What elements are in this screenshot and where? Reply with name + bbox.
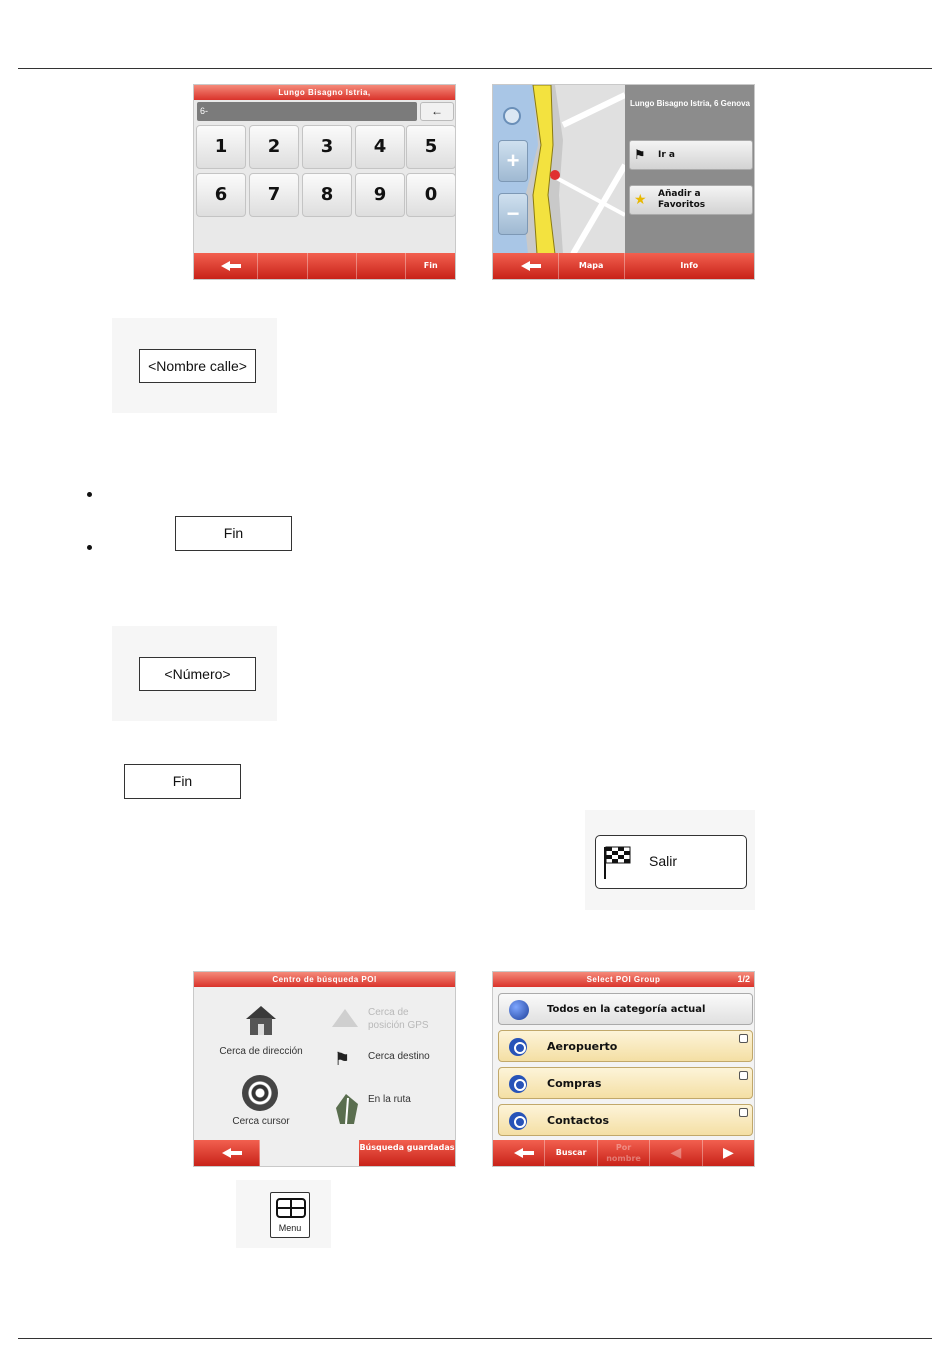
gps-arrow-icon (332, 1009, 358, 1032)
key-7[interactable]: 7 (249, 173, 299, 217)
key-9[interactable]: 9 (355, 173, 405, 217)
menu-label: Menu (278, 1223, 302, 1233)
map-button[interactable]: Mapa (559, 253, 625, 279)
street-name-button: <Nombre calle> (139, 349, 256, 383)
exit-image (585, 810, 755, 910)
bullet (87, 492, 92, 497)
exit-label: Salir (649, 853, 678, 869)
goto-label: Ir a (658, 150, 675, 160)
zoom-out-button[interactable]: − (498, 193, 528, 235)
info-panel (625, 85, 755, 254)
list-item[interactable] (498, 1104, 753, 1136)
map-result-screen (492, 84, 755, 280)
header-rule (18, 68, 932, 69)
saved-search-button[interactable]: Búsqueda guardadas (359, 1140, 455, 1166)
key-3[interactable]: 3 (302, 125, 352, 169)
key-8[interactable]: 8 (302, 173, 352, 217)
key-1[interactable]: 1 (196, 125, 246, 169)
fin-button-image: Fin (175, 516, 292, 551)
add-favorite-label: Añadir a Favoritos (658, 189, 706, 210)
keypad-bottom-bar (194, 253, 455, 279)
exit-button (595, 835, 747, 889)
info-button[interactable]: Info (680, 261, 699, 270)
checkbox[interactable] (739, 1071, 748, 1080)
group-icon (509, 1038, 527, 1056)
poi-bottom-bar (194, 1140, 455, 1166)
zoom-in-button[interactable]: + (498, 140, 528, 182)
keypad-title: Lungo Bisagno Istria, (194, 85, 455, 100)
group-icon (509, 1112, 527, 1130)
near-address-option[interactable]: Cerca de dirección (219, 1046, 303, 1057)
goto-button[interactable] (629, 140, 753, 170)
checkered-flag-icon (602, 845, 634, 879)
back-arrow-icon (514, 1148, 523, 1158)
prev-page-icon: ◀ (650, 1140, 702, 1166)
group-bottom-bar (493, 1140, 754, 1166)
poi-group-screen (492, 971, 755, 1167)
back-button[interactable] (194, 253, 258, 279)
cursor-icon[interactable] (242, 1075, 278, 1111)
near-gps-option: Cerca de posición GPS (368, 1007, 429, 1031)
back-button[interactable] (493, 253, 559, 279)
fin-button[interactable]: Fin (423, 261, 438, 270)
checkbox[interactable] (739, 1034, 748, 1043)
back-arrow-icon (221, 261, 230, 271)
bullet (87, 545, 92, 550)
key-2[interactable]: 2 (249, 125, 299, 169)
category-icon (509, 1000, 529, 1020)
house-icon[interactable] (244, 1004, 278, 1036)
group-icon (509, 1075, 527, 1093)
page-indicator: 1/2 (737, 974, 750, 984)
route-icon (332, 1090, 362, 1129)
by-name-button: Por nombre (598, 1140, 650, 1166)
group-title: Select POI Group (493, 972, 754, 987)
checkered-flag-icon: ⚑ (634, 148, 646, 163)
add-favorite-button[interactable] (629, 185, 753, 215)
on-route-option[interactable]: En la ruta (368, 1094, 411, 1105)
row-label: Compras (547, 1077, 602, 1090)
search-button[interactable]: Buscar (545, 1140, 597, 1166)
poi-search-screen (193, 971, 456, 1167)
map-bottom-bar (493, 253, 754, 279)
number-button: <Número> (139, 657, 256, 691)
menu-button (270, 1192, 310, 1238)
fin-button-image-2: Fin (124, 764, 241, 799)
near-cursor-option[interactable]: Cerca cursor (232, 1116, 290, 1127)
list-item[interactable] (498, 1030, 753, 1062)
map-view[interactable] (493, 85, 625, 254)
backspace-button[interactable]: ← (420, 102, 454, 121)
row-label: Todos en la categoría actual (547, 1004, 706, 1015)
menu-icon (276, 1198, 306, 1218)
house-number-keypad-screen (193, 84, 456, 280)
back-button[interactable] (194, 1140, 260, 1166)
key-0[interactable]: 0 (406, 173, 456, 217)
poi-title: Centro de búsqueda POI (194, 972, 455, 987)
key-5[interactable]: 5 (406, 125, 456, 169)
next-page-icon[interactable]: ▶ (722, 1145, 734, 1161)
row-label: Aeropuerto (547, 1040, 618, 1053)
back-button[interactable] (493, 1140, 545, 1166)
destination-flag-icon: ⚑ (334, 1049, 351, 1069)
bottom-slot (258, 253, 307, 279)
footer-rule (18, 1338, 932, 1339)
back-arrow-icon (222, 1148, 231, 1158)
bottom-spacer (260, 1140, 359, 1166)
bottom-slot (308, 253, 357, 279)
near-destination-option[interactable]: Cerca destino (368, 1051, 430, 1062)
row-label: Contactos (547, 1114, 610, 1127)
locate-icon[interactable] (503, 107, 521, 125)
key-4[interactable]: 4 (355, 125, 405, 169)
list-item[interactable] (498, 993, 753, 1025)
list-item[interactable] (498, 1067, 753, 1099)
address-title: Lungo Bisagno Istria, 6 Genova (629, 99, 751, 108)
house-number-entry[interactable]: 6- (197, 102, 417, 121)
star-plus-icon: ★ (634, 192, 647, 208)
checkbox[interactable] (739, 1108, 748, 1117)
street-name-image (112, 318, 277, 413)
number-image (112, 626, 277, 721)
bottom-slot (357, 253, 406, 279)
back-arrow-icon (521, 261, 530, 271)
position-marker (550, 170, 560, 180)
menu-icon-image (236, 1180, 331, 1248)
key-6[interactable]: 6 (196, 173, 246, 217)
